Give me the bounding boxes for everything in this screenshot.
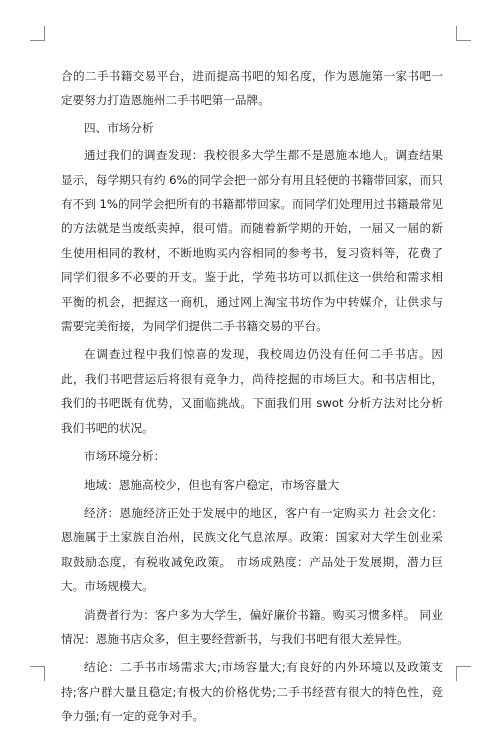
section-heading: 四、市场分析 bbox=[84, 120, 154, 135]
document-body bbox=[61, 64, 443, 729]
crop-mark-bottom-left bbox=[30, 666, 45, 681]
paragraph-continuation: 合的二手书籍交易平台，进而提高书吧的知名度，作为恩施第一家书吧一定要努力打造恩施州二手书吧第一品牌。 bbox=[61, 69, 443, 108]
paragraph-survey-findings: 通过我们的调查发现：我校很多大学生都不是恩施本地人。调查结果显示，每学期只有约 6%的同学会把一部分有用且轻便的书籍带回家，而只有不到 1%的同学会把所有的书籍都带回家。而同学们处理用过书籍最常见的方法就是当废纸卖掉，很可惜。而随着新学期的开始，一届又一届的新生使用相同的教材，不断地购买内容相同的参考书，复习资料等，花费了同学们很多不必要的开支。鉴于此，学苑书坊可以抓住这一供给和需求相平衡的机会，把握这一商机，通过网上淘宝书坊作为中转媒介，让供求与需要完美衔接，为同学们提供二手书籍交易的平台。 bbox=[61, 148, 443, 334]
crop-mark-top-left bbox=[30, 26, 45, 41]
paragraph-region: 地域：恩施高校少，但也有客户稳定，市场容量大 bbox=[84, 477, 340, 492]
paragraph-competition: 在调查过程中我们惊喜的发现，我校周边仍没有任何二手书店。因此，我们书吧营运后将很有竞争力，尚待挖掘的市场巨大。和书店相比，我们的书吧既有优势，又面临挑战。下面我们用 swot 分析方法对比分析我们书吧的状况。 bbox=[61, 347, 443, 435]
paragraph-market-environment: 市场环境分析： bbox=[84, 449, 166, 464]
crop-mark-top-right bbox=[456, 26, 471, 41]
paragraph-consumer-behavior: 消费者行为：客户多为大学生，偏好廉价书籍。购买习惯多样。 同业情况：恩施书店众多，但主要经营新书，与我们书吧有很大差异性。 bbox=[61, 607, 443, 646]
paragraph-economy: 经济：恩施经济正处于发展中的地区，客户有一定购买力 社会文化：恩施属于土家族自治州，民族文化气息浓厚。政策：国家对大学生创业采取鼓励态度，有税收减免政策。 市场成熟度：产品处于发展期，潜力巨大。市场规模大。 bbox=[61, 505, 443, 594]
paragraph-conclusion: 结论：二手书市场需求大;市场容量大;有良好的内外环境以及政策支持;客户群大量且稳定;有极大的价格优势;二手书经营有很大的特色性，竞争力强;有一定的竞争对手。 bbox=[61, 660, 443, 724]
crop-mark-bottom-right bbox=[456, 666, 471, 681]
